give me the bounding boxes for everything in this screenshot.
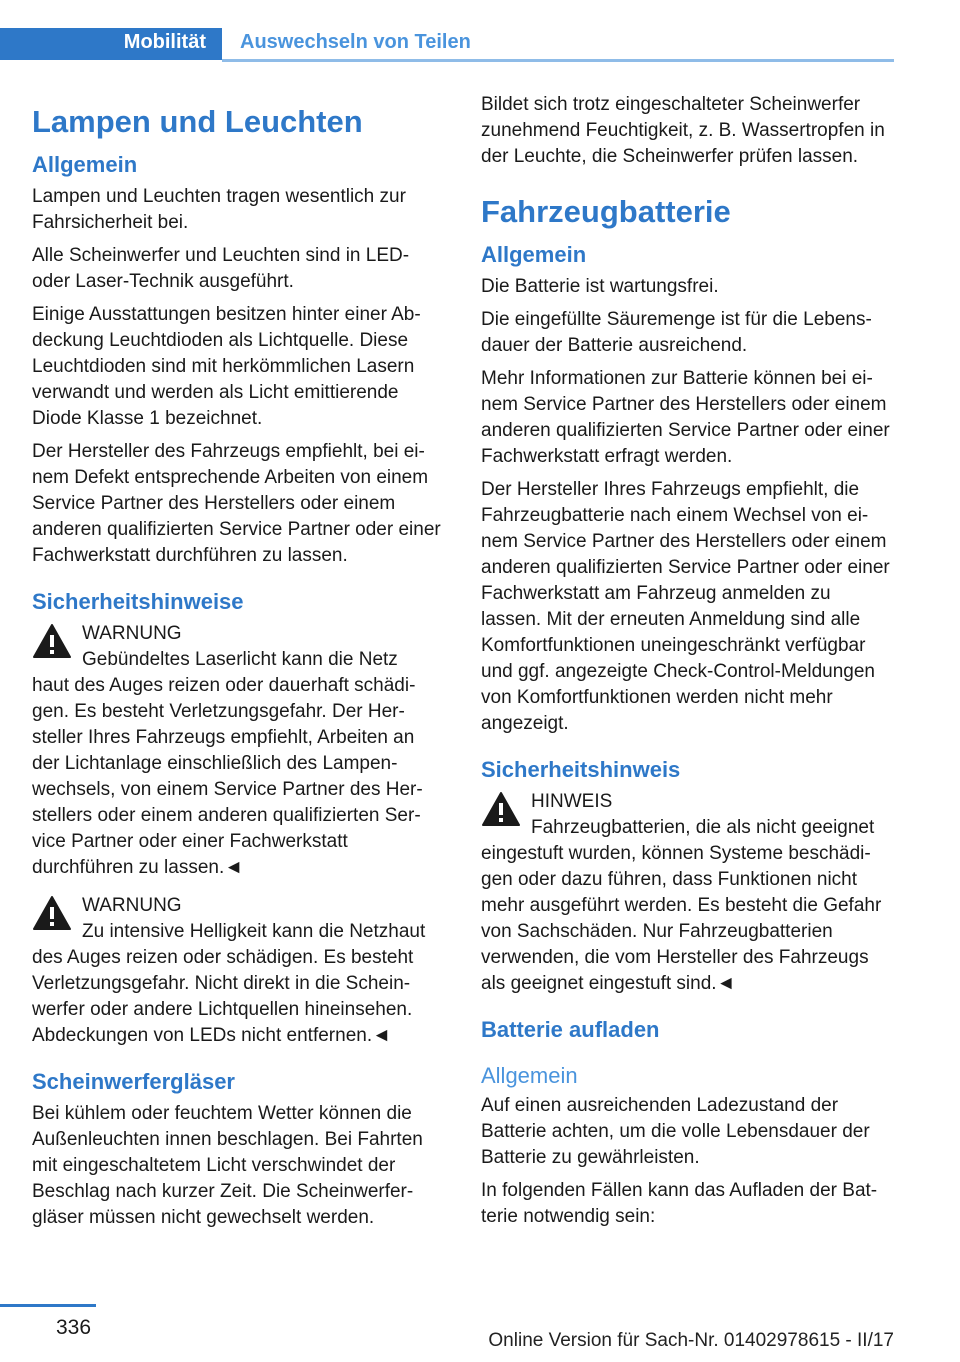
notice-label: HINWEIS xyxy=(531,791,613,812)
paragraph: Bildet sich trotz eingeschalteter Scheinwerfer zunehmend Feuchtigkeit, z. B. Wassertropfen in der Leuchte, die Scheinwerfer prüfen lassen. xyxy=(481,94,885,167)
warning-triangle-icon xyxy=(481,791,521,827)
heading-headlight-glass: Scheinwerfergläser xyxy=(32,1069,235,1094)
heading-general: Allgemein xyxy=(481,242,587,267)
heading-safety: Sicherheitshinweise xyxy=(32,589,244,614)
warning-text-first: Gebündeltes Laserlicht kann die Netz xyxy=(82,649,398,670)
left-column xyxy=(32,92,446,1238)
header-divider xyxy=(222,59,894,62)
notice-box xyxy=(481,789,895,997)
paragraph: Einige Ausstattungen besitzen hinter einer Abdeckung Leuchtdioden als Lichtquelle. Diese Leuchtdioden sind mit herkömmlichen Lasern verwandt und werden als Licht emittierende Diode Klasse 1 bezeichnet. xyxy=(32,304,421,429)
heading-general: Allgemein xyxy=(32,152,138,177)
subsection-label: Auswechseln von Teilen xyxy=(240,31,471,53)
paragraph: Auf einen ausreichenden Ladezustand der Batterie achten, um die volle Lebensdauer der Batterie zu gewährleisten. xyxy=(481,1095,870,1168)
warning-text-first: Zu intensive Helligkeit kann die Netzhaut xyxy=(82,921,426,942)
paragraph: Bei kühlem oder feuchtem Wetter können die Außenleuchten innen beschlagen. Bei Fahrten mit eingeschaltetem Licht verschwindet der Beschlag nach kurzer Zeit. Die Scheinwerfergläser müssen nicht gewechselt werden. xyxy=(32,1103,423,1228)
warning-box xyxy=(32,893,446,1049)
warning-triangle-icon xyxy=(32,895,72,931)
paragraph: Lampen und Leuchten tragen wesentlich zur Fahrsicherheit bei. xyxy=(32,186,406,233)
section-title: Lampen und Leuchten xyxy=(32,104,363,139)
notice-text: eingestuft wurden, können Systeme beschädigen oder dazu führen, dass Funktionen nicht mehr ausgeführt werden. Es besteht die Gefahr von Sachschäden. Nur Fahrzeugbatterien verwenden, die vom Hersteller des Fahrzeugs als geeignet eingestuft sind.◄ xyxy=(481,843,882,994)
section-label: Mobilität xyxy=(123,31,206,53)
section-title: Fahrzeugbatterie xyxy=(481,194,731,229)
footer-divider xyxy=(0,1304,96,1307)
heading-battery-charge: Batterie aufladen xyxy=(481,1017,660,1042)
paragraph: Die eingefüllte Säuremenge ist für die Lebensdauer der Batterie ausreichend. xyxy=(481,309,872,356)
paragraph: Der Hersteller des Fahrzeugs empfiehlt, bei einem Defekt entsprechende Arbeiten von einem Service Partner des Herstellers oder einem anderen qualifizierten Service Partner oder einer Fachwerkstatt durchführen zu lassen. xyxy=(32,441,441,566)
page-header xyxy=(0,28,894,62)
subheading-general: Allgemein xyxy=(481,1063,578,1088)
footer-note: Online Version für Sach-Nr. 01402978615 - II/17 xyxy=(488,1330,894,1351)
section-tab xyxy=(0,28,222,60)
warning-label: WARNUNG xyxy=(82,895,182,916)
warning-triangle-icon xyxy=(32,623,72,659)
warning-text: des Auges reizen oder schädigen. Es besteht Verletzungsgefahr. Nicht direkt in die Scheinwerfer oder andere Lichtquellen hineinsehen. Abdeckungen von LEDs nicht entfernen.◄ xyxy=(32,947,414,1046)
warning-text: haut des Auges reizen oder dauerhaft schädigen. Es besteht Verletzungsgefahr. Der Hersteller Ihres Fahrzeugs empfiehlt, Arbeiten an der Lichtanlage einschließlich des Lampenwechsels, von einem Service Partner des Herstellers oder einem anderen qualifizierten Service Partner oder einer Fachwerkstatt durchführen zu lassen.◄ xyxy=(32,675,423,878)
paragraph: In folgenden Fällen kann das Aufladen der Batterie notwendig sein: xyxy=(481,1180,878,1227)
warning-label: WARNUNG xyxy=(82,623,182,644)
paragraph: Die Batterie ist wartungsfrei. xyxy=(481,276,719,297)
notice-text-first: Fahrzeugbatterien, die als nicht geeignet xyxy=(531,817,875,838)
warning-box xyxy=(32,621,446,881)
paragraph: Der Hersteller Ihres Fahrzeugs empfiehlt, die Fahrzeugbatterie nach einem Wechsel von einem Service Partner des Herstellers oder einem anderen qualifizierten Service Partner oder einer Fachwerkstatt am Fahrzeug anmelden zu lassen. Mit der erneuten Anmeldung sind alle Komfortfunktionen uneingeschränkt verfügbar und ggf. angezeigte Check-Control-Meldungen von Komfortfunktionen werden nicht mehr angezeigt. xyxy=(481,479,890,734)
right-column xyxy=(481,92,895,1237)
paragraph: Mehr Informationen zur Batterie können bei einem Service Partner des Herstellers oder einem anderen qualifizierten Service Partner oder einer Fachwerkstatt erfragt werden. xyxy=(481,368,890,467)
heading-safety: Sicherheitshinweis xyxy=(481,757,681,782)
paragraph: Alle Scheinwerfer und Leuchten sind in LED- oder Laser-Technik ausgeführt. xyxy=(32,245,410,292)
page-number: 336 xyxy=(56,1316,92,1339)
